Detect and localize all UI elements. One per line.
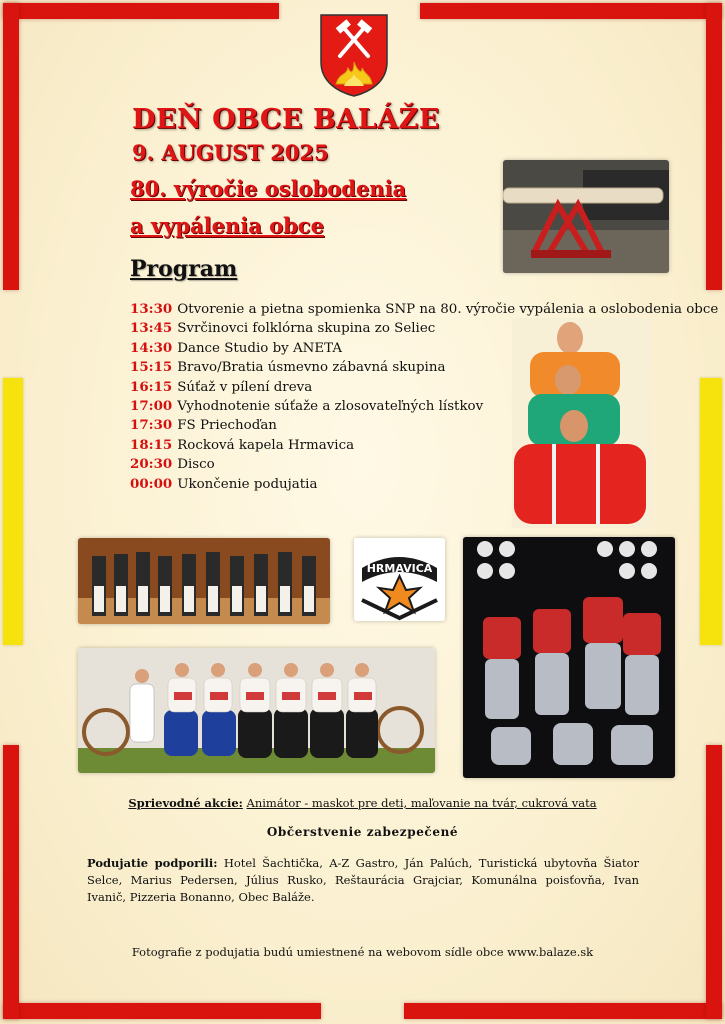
footer-note: Fotografie z podujatia budú umiestnené na webovom sídle obce www.balaze.sk bbox=[131, 945, 594, 959]
event-date: 9. AUGUST 2025 bbox=[132, 140, 329, 165]
schedule-time: 18:15 bbox=[130, 436, 173, 453]
folk-group-photo-1 bbox=[78, 538, 330, 624]
side-activities-text: Animátor - maskot pre deti, maľovanie na tvár, cukrová vata bbox=[246, 796, 597, 810]
schedule-event: Svrčinovci folklórna skupina zo Seliec bbox=[177, 321, 436, 337]
schedule-event: Vyhodnotenie súťaže a zlosovateľných lístkov bbox=[177, 399, 484, 415]
anniversary-line-2: a vypálenia obce bbox=[130, 213, 324, 238]
schedule-event: Ukončenie podujatia bbox=[177, 476, 318, 492]
schedule-event: Rocková kapela Hrmavica bbox=[177, 437, 355, 453]
schedule-time: 13:30 bbox=[130, 301, 173, 317]
sponsors-label: Podujatie podporili: bbox=[87, 856, 218, 870]
wood-sawing-photo bbox=[503, 160, 669, 273]
folk-group-photo-2 bbox=[78, 648, 435, 773]
schedule-event: Dance Studio by ANETA bbox=[177, 340, 343, 356]
schedule-time: 14:30 bbox=[130, 339, 173, 356]
frame-bottom-left-horizontal bbox=[3, 1003, 321, 1019]
side-activities-label: Sprievodné akcie: bbox=[128, 796, 243, 810]
schedule-event: FS Priechoďan bbox=[177, 418, 277, 434]
schedule-event: Disco bbox=[177, 457, 215, 473]
schedule-time: 15:15 bbox=[130, 359, 173, 376]
frame-top-right-horizontal bbox=[420, 3, 722, 19]
refreshments-note: Občerstvenie zabezpečené bbox=[266, 825, 459, 839]
yellow-bar-right bbox=[700, 378, 722, 645]
schedule-time: 20:30 bbox=[130, 456, 173, 473]
frame-bottom-right-vertical bbox=[706, 745, 722, 1019]
frame-top-left-vertical bbox=[3, 3, 19, 290]
schedule-time: 17:30 bbox=[130, 417, 173, 434]
schedule-time: 00:00 bbox=[130, 475, 173, 492]
band-members-photo bbox=[512, 318, 652, 528]
side-activities bbox=[0, 796, 725, 810]
sponsors-block bbox=[87, 855, 639, 906]
schedule-item bbox=[130, 300, 719, 319]
hrmavica-logo bbox=[354, 538, 445, 621]
coat-of-arms-icon bbox=[318, 12, 390, 98]
program-heading: Program bbox=[130, 256, 238, 282]
frame-top-right-vertical bbox=[706, 3, 722, 290]
schedule-event: Súťaž v pílení dreva bbox=[177, 379, 313, 395]
event-title: DEŇ OBCE BALÁŽE bbox=[132, 104, 440, 135]
dance-studio-photo bbox=[463, 537, 675, 778]
schedule-event: Otvorenie a pietna spomienka SNP na 80. výročie vypálenia a oslobodenia obce bbox=[177, 302, 719, 317]
anniversary-line-1: 80. výročie oslobodenia bbox=[130, 176, 407, 201]
schedule-time: 16:15 bbox=[130, 378, 173, 395]
schedule-time: 13:45 bbox=[130, 320, 173, 337]
frame-bottom-left-vertical bbox=[3, 745, 19, 1019]
frame-top-left-horizontal bbox=[3, 3, 279, 19]
band-logo-text: HRMAVICA bbox=[366, 562, 433, 575]
schedule-event: Bravo/Bratia úsmevno zábavná skupina bbox=[177, 360, 446, 376]
schedule-time: 17:00 bbox=[130, 398, 173, 415]
sponsors-list: Hotel Šachtička, A-Z Gastro, Ján Palúch, Turistická ubytovňa Šiator Selce, Marius Pedersen, Július Rusko, Reštaurácia Grajciar, Komunálna poisťovňa, Ivan Ivanič, Pizzeria Bonanno, Obec Baláže. bbox=[87, 856, 639, 904]
frame-bottom-right-horizontal bbox=[404, 1003, 722, 1019]
yellow-bar-left bbox=[3, 378, 23, 645]
